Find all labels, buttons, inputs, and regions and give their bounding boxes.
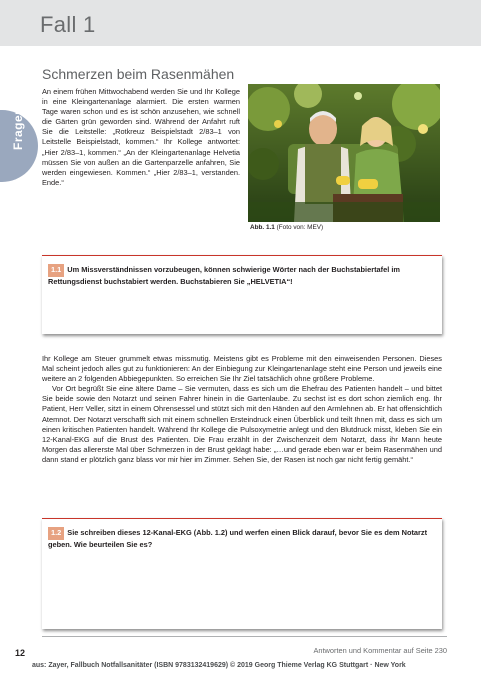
source-citation: aus: Zayer, Fallbuch Notfallsanitäter (ISBN 9783132419629) © 2019 Georg Thieme Verlag KG Stuttgart · New York bbox=[32, 662, 406, 669]
figure-label: Abb. 1.1 bbox=[250, 224, 275, 231]
question-1 bbox=[48, 264, 436, 287]
case-body bbox=[42, 354, 442, 465]
section-title: Schmerzen beim Rasenmähen bbox=[42, 66, 235, 82]
question-box-2 bbox=[42, 518, 442, 629]
question-text-2: Sie schreiben dieses 12-Kanal-EKG (Abb. 1.2) und werfen einen Blick darauf, bevor Sie es dem Notarzt geben. Wie beurteilen Sie es? bbox=[48, 528, 428, 549]
answer-reference: Antworten und Kommentar auf Seite 230 bbox=[313, 646, 447, 655]
question-number-1: 1.1 bbox=[48, 264, 64, 277]
body-paragraph-2: Vor Ort begrüßt Sie eine ältere Dame – Sie vermuten, dass es sich um die Ehefrau des Patienten handelt – und bittet Sie beide sowie den Notarzt und seinen Fahrer hinein in die Gartenlaube. Zu sechst ist es dort schon ziemlich eng. Ihr Patient, Herr Veller, sitzt in einem Ohrensessel und stützt sich mit den Händen auf den Armlehnen ab. Er hat offensichtlich Atemnot. Der Notarzt verschafft sich mit einem schnellen Ersteindruck einen Überblick und teilt Ihnen mit, dass es sich um einen kritischen Patienten handelt. Während Ihr Kollege die Pulsoxymetrie anlegt und den Blutdruck misst, kleben Sie ein 12-Kanal-EKG auf die Brust des Patienten. Die Frau erzählt in der Zwischenzeit dem Notarzt, dass ihr Mann heute Morgen das allererste Mal über Schmerzen in der Brust geklagt habe: „…und gerade eben war er beim Rasenmähen und dann stand er plötzlich ganz blass vor mir hier im Zimmer. Sehen Sie, der Rasen ist noch gar nicht fertig gemäht.“ bbox=[42, 384, 442, 464]
page-number: 12 bbox=[15, 648, 26, 658]
chapter-title: Fall 1 bbox=[40, 12, 96, 37]
side-tab-label: Fragen bbox=[11, 106, 25, 150]
question-2 bbox=[48, 527, 436, 550]
question-number-2: 1.2 bbox=[48, 527, 64, 540]
figure-credit: (Foto von: MEV) bbox=[276, 224, 324, 231]
body-paragraph-1: Ihr Kollege am Steuer grummelt etwas missmutig. Meistens gibt es Probleme mit den einweisenden Personen. Dieses Mal scheint jedoch alles gut zu funktionieren: An der Einbiegung zur Kleingartenanlage steht eine Person und jeweils eine weitere an 2 folgenden Abbiegepunkten. So erreichen Sie Ihr Ziel tatsächlich ohne größere Probleme. bbox=[42, 354, 442, 384]
footer-divider bbox=[42, 636, 447, 637]
figure-caption bbox=[250, 224, 323, 231]
question-box-1 bbox=[42, 255, 442, 334]
figure-photo bbox=[248, 84, 440, 222]
question-text-1: Um Missverständnissen vorzubeugen, können schwierige Wörter nach der Buchstabiertafel im Rettungsdienst buchstabiert werden. Buchstabieren Sie „HELVETIA“! bbox=[48, 265, 400, 286]
intro-paragraph: An einem frühen Mittwochabend werden Sie und Ihr Kollege in eine Kleingartenanlage alarmiert. Die ersten warmen Tage waren schon und es ist schön anzusehen, wie schnell die Gärten grün geworden sind. Während der Anfahrt ruft Sie die Leitstelle: „Rotkreuz Beispielstadt 2/83–1 von Leitstelle Beispielstadt, kommen.“ Ihr Kollege antwortet: „Hier 2/83–1, kommen.“ „An der Kleingartenanlage Helvetia müssen Sie von außen an die Gartenparzelle anfahren, Sie werden eingewiesen. Kommen.“ „Hier 2/83–1, verstanden. Ende.“ bbox=[42, 87, 240, 187]
